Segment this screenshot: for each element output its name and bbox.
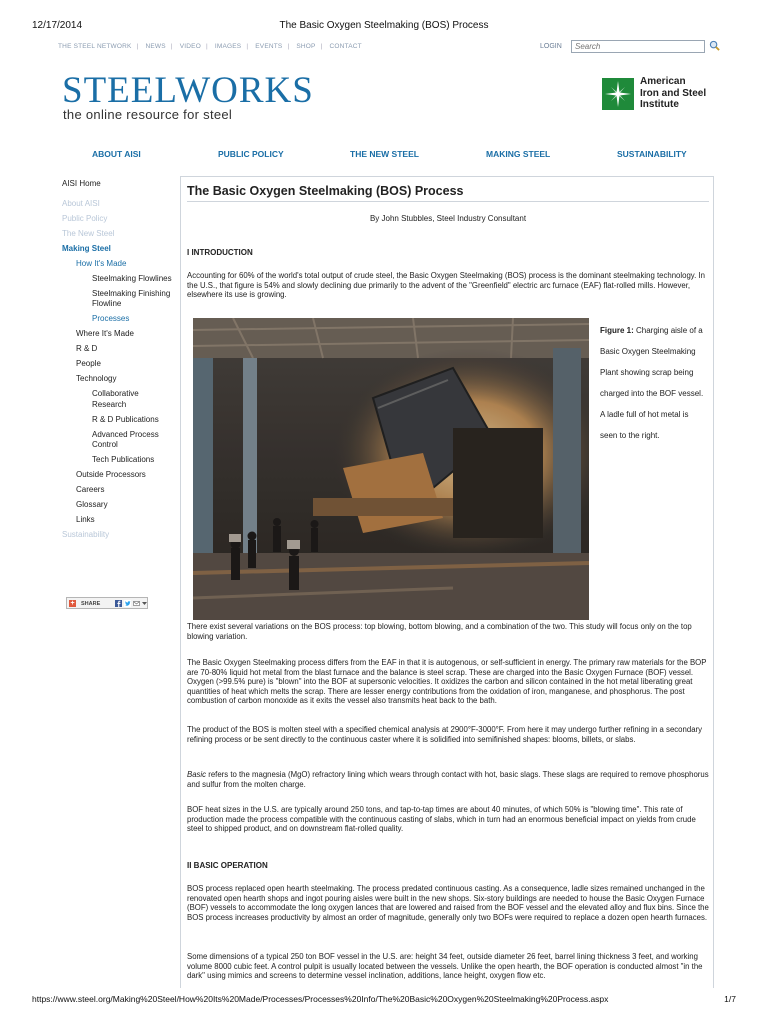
sidenav-making-steel[interactable]: Making Steel [62, 243, 111, 253]
mainnav-making-steel[interactable]: MAKING STEEL [486, 149, 551, 159]
sidenav-sustainability[interactable]: Sustainability [62, 530, 110, 539]
paragraph-open-hearth: BOS process replaced open hearth steelmaking. The process predated continuous casting. As a consequence, ladle sizes remained unchanged in the renovated open hearth shops and ingot pouring aisles were built in the new shops. Six-story buildings are needed to house the Basic Oxygen Furnace (BOF) vessels to accommodate the long oxygen lances that are lowered and raised from the BOF vessel and the elevated alloy and flux bins. Since the BOS process increases productivity by almost an order of magnitude, generally only two BOFs were required to replace a dozen open hearth furnaces. [187, 884, 709, 922]
login-link[interactable]: LOGIN [540, 43, 562, 50]
sidenav-links[interactable]: Links [76, 515, 95, 524]
sidenav-tech-publications[interactable]: Tech Publications [92, 455, 155, 464]
email-icon [133, 600, 140, 607]
print-page-number: 1/7 [724, 994, 736, 1004]
article-title: The Basic Oxygen Steelmaking (BOS) Process [187, 184, 464, 198]
article-byline: By John Stubbles, Steel Industry Consultant [369, 214, 527, 223]
mainnav-sustainability[interactable]: SUSTAINABILITY [617, 149, 687, 159]
nav-steel-network[interactable]: THE STEEL NETWORK [58, 43, 132, 50]
paragraph-basic-definition [187, 770, 711, 789]
nav-events[interactable]: EVENTS [255, 43, 283, 50]
aisi-logo-icon[interactable] [602, 78, 634, 110]
figure-caption-text: Charging aisle of a Basic Oxygen Steelmaking Plant showing scrap being charged into the BOF vessel. A ladle full of hot metal is seen to the right. [600, 326, 704, 440]
paragraph-product: The product of the BOS is molten steel with a specified chemical analysis at 2900°F-3000°F. From here it may undergo further refining in a secondary refining process or be sent directly to the continuous caster where it is solidified into semifinished shapes: blooms, billets, or slabs. [187, 725, 703, 744]
steelworks-logo[interactable]: STEELWORKS [62, 70, 314, 111]
sidenav-people[interactable]: People [76, 359, 101, 368]
sidenav-aisi-home[interactable]: AISI Home [62, 179, 101, 188]
title-divider [187, 201, 709, 202]
paragraph-variations: There exist several variations on the BOS process: top blowing, bottom blowing, and a combination of the two. This study will focus only on the top blowing variation. [187, 622, 692, 641]
paragraph-intro: Accounting for 60% of the world's total output of crude steel, the Basic Oxygen Steelmaking (BOS) process is the dominant steelmaking technology. In the U.S., that figure is 54% and slowly declining due primarily to the advent of the "Greenfield" electric arc furnace (EAF) flat-rolled mills. However, elsewhere its use is growing. [187, 271, 705, 300]
sidenav-r-and-d[interactable]: R & D [76, 344, 98, 353]
nav-contact[interactable]: CONTACT [329, 43, 362, 50]
more-icon [141, 600, 148, 607]
sidenav-outside-processors[interactable]: Outside Processors [76, 470, 146, 479]
paragraph-dimensions: Some dimensions of a typical 250 ton BOF vessel in the U.S. are: height 34 feet, outside diameter 26 feet, barrel lining thickness 3 feet, and working volume 8000 cubic feet. A control pulpit is usually located between the vessels. Unlike the open hearth, the BOF operation is conducted almost "in the dark" using mimics and screens to determine vessel inclination, additions, lance height, oxygen flow etc. [187, 952, 703, 981]
figure-label: Figure 1: [600, 326, 634, 335]
utility-nav: THE STEEL NETWORK | NEWS | VIDEO | IMAGES | EVENTS | SHOP | CONTACT [58, 43, 362, 50]
sidenav-glossary[interactable]: Glossary [76, 500, 108, 509]
tagline: the online resource for steel [63, 107, 233, 122]
side-nav [62, 179, 172, 545]
sidenav-advanced-process-control[interactable]: Advanced Process Control [92, 429, 159, 449]
sidenav-careers[interactable]: Careers [76, 485, 105, 494]
sidenav-about-aisi[interactable]: About AISI [62, 198, 100, 208]
mainnav-public-policy[interactable]: PUBLIC POLICY [218, 149, 284, 159]
sidenav-where-its-made[interactable]: Where It's Made [76, 329, 134, 338]
nav-images[interactable]: IMAGES [214, 43, 242, 50]
paragraph-basic-text: refers to the magnesia (MgO) refractory lining which wears through contact with hot, basic slags. These slags are required to remove phosphorus and sulfur from the molten charge. [187, 770, 709, 789]
share-button[interactable] [66, 597, 148, 609]
section-heading-introduction: I INTRODUCTION [187, 248, 253, 257]
bof-charging-aisle-photo [193, 318, 589, 620]
nav-news[interactable]: NEWS [145, 43, 166, 50]
nav-video[interactable]: VIDEO [179, 43, 201, 50]
search-input[interactable] [571, 40, 705, 53]
sidenav-technology[interactable]: Technology [76, 374, 117, 383]
paragraph-bos-vs-eaf: The Basic Oxygen Steelmaking process differs from the EAF in that it is autogenous, or self-sufficient in energy. The primary raw materials for the BOP are 70-80% liquid hot metal from the blast furnace and the balance is steel scrap. These are charged into the Basic Oxygen Furnace (BOF) vessel. Oxygen (>99.5% pure) is "blown" into the BOF at supersonic velocities. It oxidizes the carbon and silicon contained in the hot metal liberating great quantities of heat which melts the scrap. There are lesser energy contributions from the oxidation of iron, manganese, and phosphorus. The post combustion of carbon monoxide as it exits the vessel also transmits heat back to the bath. [187, 658, 707, 706]
facebook-icon [115, 600, 122, 607]
mainnav-about-aisi[interactable]: ABOUT AISI [92, 149, 141, 159]
sidenav-public-policy[interactable]: Public Policy [62, 213, 108, 223]
plus-icon: + [70, 600, 75, 607]
section-heading-basic-operation: II BASIC OPERATION [187, 861, 268, 870]
nav-shop[interactable]: SHOP [296, 43, 316, 50]
print-date: 12/17/2014 [32, 20, 83, 31]
search-icon[interactable] [709, 40, 720, 51]
sidenav-how-its-made[interactable]: How It's Made [76, 258, 127, 268]
sidenav-finishing-flowline[interactable]: Steelmaking Finishing Flowline [92, 288, 171, 308]
sidenav-processes[interactable]: Processes [92, 314, 130, 323]
paragraph-heat-sizes: BOF heat sizes in the U.S. are typically around 250 tons, and tap-to-tap times are about 40 minutes, of which 50% is "blowing time". This rate of production made the process compatible with the continuous casting of slabs, which in turn had an enormous beneficial impact on yields from crude steel to shipped product, and on downstream flat-rolled quality. [187, 805, 696, 834]
figure-caption [600, 320, 708, 446]
sidenav-the-new-steel[interactable]: The New Steel [62, 228, 115, 238]
emphasis-basic: Basic [187, 770, 207, 779]
sidenav-collaborative-research[interactable]: Collaborative Research [92, 389, 139, 409]
print-url: https://www.steel.org/Making%20Steel/How%20Its%20Made/Processes/Processes%20Info/The%20Basic%20Oxygen%20Steelmaking%20Process.aspx [32, 994, 609, 1004]
aisi-name: American Iron and Steel Institute [640, 76, 707, 110]
share-label: SHARE [81, 601, 101, 607]
sidenav-steelmaking-flowlines[interactable]: Steelmaking Flowlines [92, 273, 172, 283]
sidenav-rd-publications[interactable]: R & D Publications [92, 414, 159, 424]
twitter-icon [124, 600, 131, 607]
print-title: The Basic Oxygen Steelmaking (BOS) Process [279, 20, 489, 31]
mainnav-the-new-steel[interactable]: THE NEW STEEL [350, 149, 419, 159]
